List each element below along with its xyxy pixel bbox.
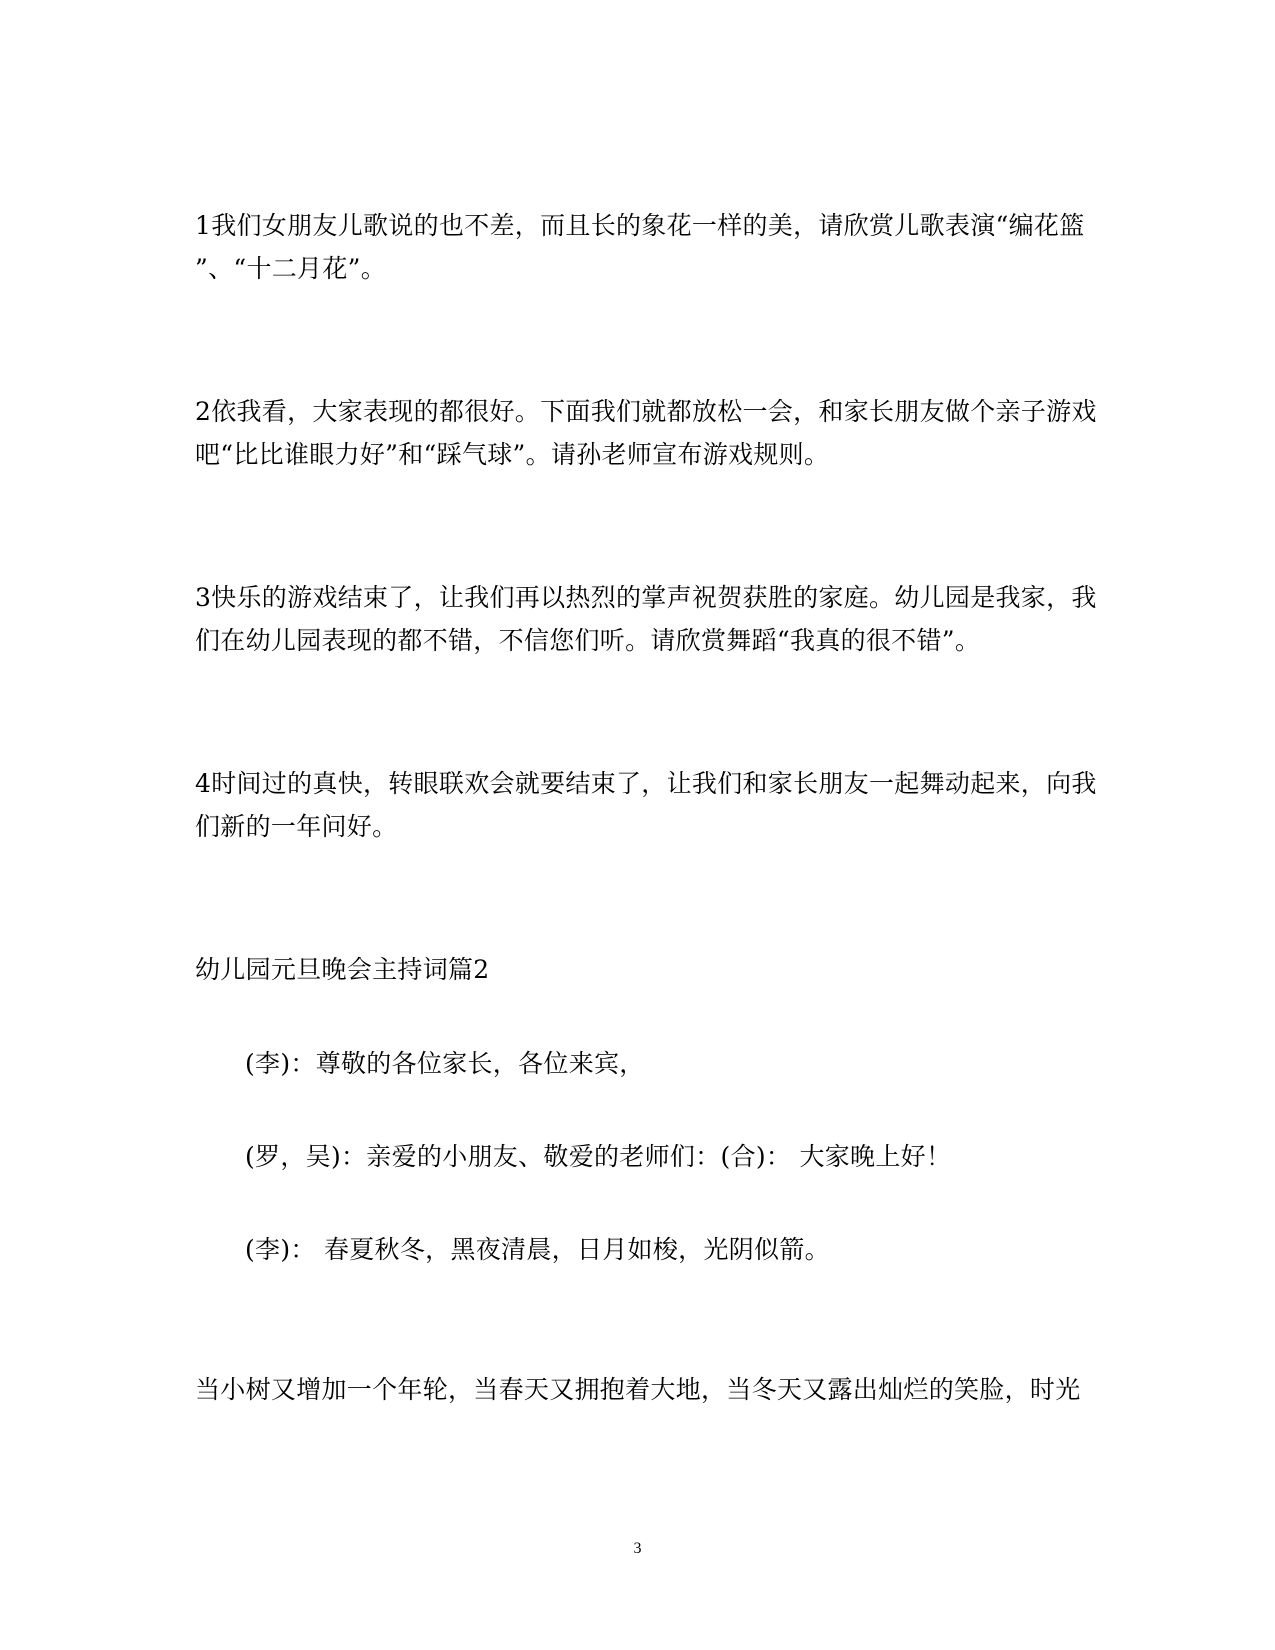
paragraph-3-line-2: 们在幼儿园表现的都不错，不信您们听。请欣赏舞蹈“我真的很不错”。: [195, 626, 981, 655]
closing-line: 当小树又增加一个年轮，当春天又拥抱着大地，当冬天又露出灿烂的笑脸，时光: [195, 1375, 1081, 1404]
paragraph-2-line-2: 吧“比比谁眼力好”和“踩气球”。请孙老师宣布游戏规则。: [195, 440, 830, 469]
section-title: 幼儿园元旦晚会主持词篇2: [195, 955, 490, 984]
paragraph-3-line-1: 3快乐的游戏结束了，让我们再以热烈的掌声祝贺获胜的家庭。幼儿园是我家，我: [195, 583, 1097, 612]
paragraph-1-line-1: 1我们女朋友儿歌说的也不差，而且长的象花一样的美，请欣赏儿歌表演“编花篮: [195, 211, 1085, 240]
paragraph-1-line-2: ”、“十二月花”。: [195, 254, 387, 283]
paragraph-2-line-1: 2依我看，大家表现的都很好。下面我们就都放松一会，和家长朋友做个亲子游戏: [195, 397, 1097, 426]
dialogue-line-2: (罗，吴)：亲爱的小朋友、敬爱的老师们：(合)： 大家晚上好！: [245, 1142, 952, 1171]
dialogue-line-1: (李)：尊敬的各位家长，各位来宾，: [245, 1049, 645, 1078]
page-number: 3: [633, 1540, 642, 1557]
dialogue-line-3: (李)： 春夏秋冬，黑夜清晨，日月如梭，光阴似箭。: [245, 1235, 830, 1264]
paragraph-4-line-2: 们新的一年问好。: [195, 812, 398, 841]
paragraph-4-line-1: 4时间过的真快，转眼联欢会就要结束了，让我们和家长朋友一起舞动起来，向我: [195, 769, 1097, 798]
